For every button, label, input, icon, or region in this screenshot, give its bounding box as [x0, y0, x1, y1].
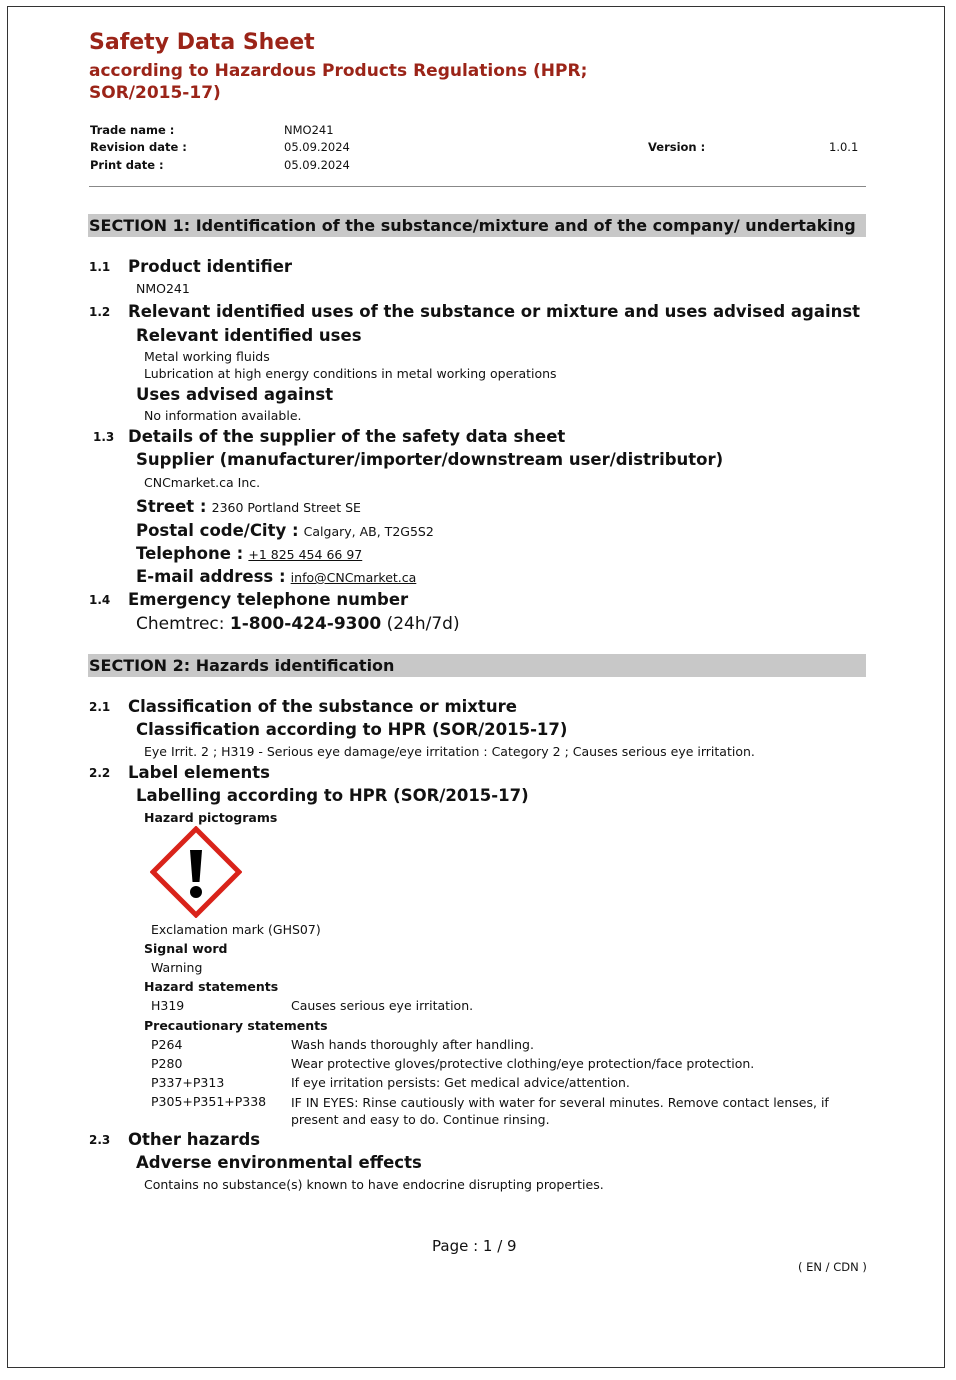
- precaution-text: Wash hands thoroughly after handling.: [291, 1037, 534, 1052]
- street-label: Street :: [136, 497, 207, 516]
- telephone-label: Telephone :: [136, 544, 244, 563]
- telephone-line: [136, 544, 362, 563]
- print-date-value: 05.09.2024: [284, 158, 350, 172]
- hazard-statements-title: Hazard statements: [144, 979, 279, 994]
- classification-title: Classification according to HPR (SOR/2015-17): [136, 720, 568, 739]
- hazard-code: H319: [151, 998, 185, 1013]
- ghs07-exclamation-mark-icon: [150, 826, 242, 918]
- precaution-code: P305+P351+P338: [151, 1094, 267, 1109]
- classification-text: Eye Irrit. 2 ; H319 - Serious eye damage/eye irritation : Category 2 ; Causes serious eye irritation.: [144, 744, 755, 759]
- precaution-text: IF IN EYES: Rinse cautiously with water for several minutes. Remove contact lenses, if present and easy to do. Continue rinsing.: [291, 1095, 829, 1127]
- revision-date-label: Revision date :: [90, 140, 187, 154]
- email-line: [136, 567, 416, 586]
- precaution-code: P280: [151, 1056, 183, 1071]
- labelling-title: Labelling according to HPR (SOR/2015-17): [136, 786, 529, 805]
- page-number: Page : 1 / 9: [432, 1237, 517, 1255]
- section-1-1-number: 1.1: [89, 260, 111, 274]
- section-1-3-number: 1.3: [93, 430, 115, 444]
- postal-line: [136, 521, 434, 540]
- emergency-line: [136, 614, 460, 634]
- section-1-1-title: Product identifier: [128, 257, 293, 276]
- supplier-title: Supplier (manufacturer/importer/downstream user/distributor): [136, 450, 724, 469]
- uses-advised-against-title: Uses advised against: [136, 385, 334, 404]
- pictogram-caption: Exclamation mark (GHS07): [151, 922, 321, 937]
- section-1-4-number: 1.4: [89, 593, 111, 607]
- street-value: 2360 Portland Street SE: [211, 500, 361, 515]
- section-1-heading: SECTION 1: Identification of the substance/mixture and of the company/ undertaking: [88, 214, 866, 237]
- print-date-label: Print date :: [90, 158, 164, 172]
- version-label: Version :: [648, 140, 706, 154]
- precautionary-statements-title: Precautionary statements: [144, 1018, 328, 1033]
- emergency-suffix: (24h/7d): [386, 614, 460, 634]
- street-line: [136, 497, 361, 516]
- section-1-2-number: 1.2: [89, 305, 111, 319]
- header-divider: [89, 186, 866, 187]
- identified-use-item: Lubrication at high energy conditions in metal working operations: [144, 366, 557, 381]
- precaution-code: P264: [151, 1037, 183, 1052]
- hazard-pictograms-title: Hazard pictograms: [144, 810, 278, 825]
- precaution-text: If eye irritation persists: Get medical advice/attention.: [291, 1075, 630, 1090]
- section-1-4-title: Emergency telephone number: [128, 590, 409, 609]
- hazard-text: Causes serious eye irritation.: [291, 998, 474, 1013]
- exclamation-dot: [190, 886, 202, 898]
- emergency-number: 1-800-424-9300: [229, 614, 382, 634]
- signal-word-title: Signal word: [144, 941, 228, 956]
- company-name: CNCmarket.ca Inc.: [144, 475, 261, 490]
- precaution-code: P337+P313: [151, 1075, 225, 1090]
- identified-use-item: Metal working fluids: [144, 349, 270, 364]
- email-label: E-mail address :: [136, 567, 286, 586]
- trade-name-value: NMO241: [284, 123, 334, 137]
- version-value: 1.0.1: [829, 140, 859, 154]
- postal-label: Postal code/City :: [136, 521, 299, 540]
- product-identifier: NMO241: [136, 281, 190, 296]
- uses-advised-against-text: No information available.: [144, 408, 302, 423]
- language-code: ( EN / CDN ): [798, 1260, 867, 1274]
- postal-value: Calgary, AB, T2G5S2: [303, 524, 434, 539]
- section-2-2-number: 2.2: [89, 766, 111, 780]
- emergency-prefix: Chemtrec:: [136, 614, 225, 634]
- trade-name-label: Trade name :: [90, 123, 175, 137]
- section-1-2-title: Relevant identified uses of the substance or mixture and uses advised against: [128, 302, 861, 321]
- section-2-1-number: 2.1: [89, 700, 111, 714]
- document-subtitle: according to Hazardous Products Regulations (HPR; SOR/2015-17): [89, 61, 588, 103]
- identified-uses-title: Relevant identified uses: [136, 326, 362, 345]
- section-2-1-title: Classification of the substance or mixture: [128, 697, 517, 716]
- section-2-3-title: Other hazards: [128, 1130, 261, 1149]
- signal-word-value: Warning: [151, 960, 203, 975]
- precaution-text: Wear protective gloves/protective clothing/eye protection/face protection.: [291, 1056, 755, 1071]
- revision-date-value: 05.09.2024: [284, 140, 350, 154]
- section-2-3-number: 2.3: [89, 1133, 111, 1147]
- section-1-3-title: Details of the supplier of the safety data sheet: [128, 427, 566, 446]
- telephone-link[interactable]: +1 825 454 66 97: [248, 547, 363, 562]
- adverse-effects-title: Adverse environmental effects: [136, 1153, 422, 1172]
- email-link[interactable]: info@CNCmarket.ca: [290, 570, 417, 585]
- adverse-effects-text: Contains no substance(s) known to have endocrine disrupting properties.: [144, 1177, 604, 1192]
- document-title: Safety Data Sheet: [89, 30, 315, 55]
- section-2-2-title: Label elements: [128, 763, 270, 782]
- section-2-heading: SECTION 2: Hazards identification: [88, 654, 866, 677]
